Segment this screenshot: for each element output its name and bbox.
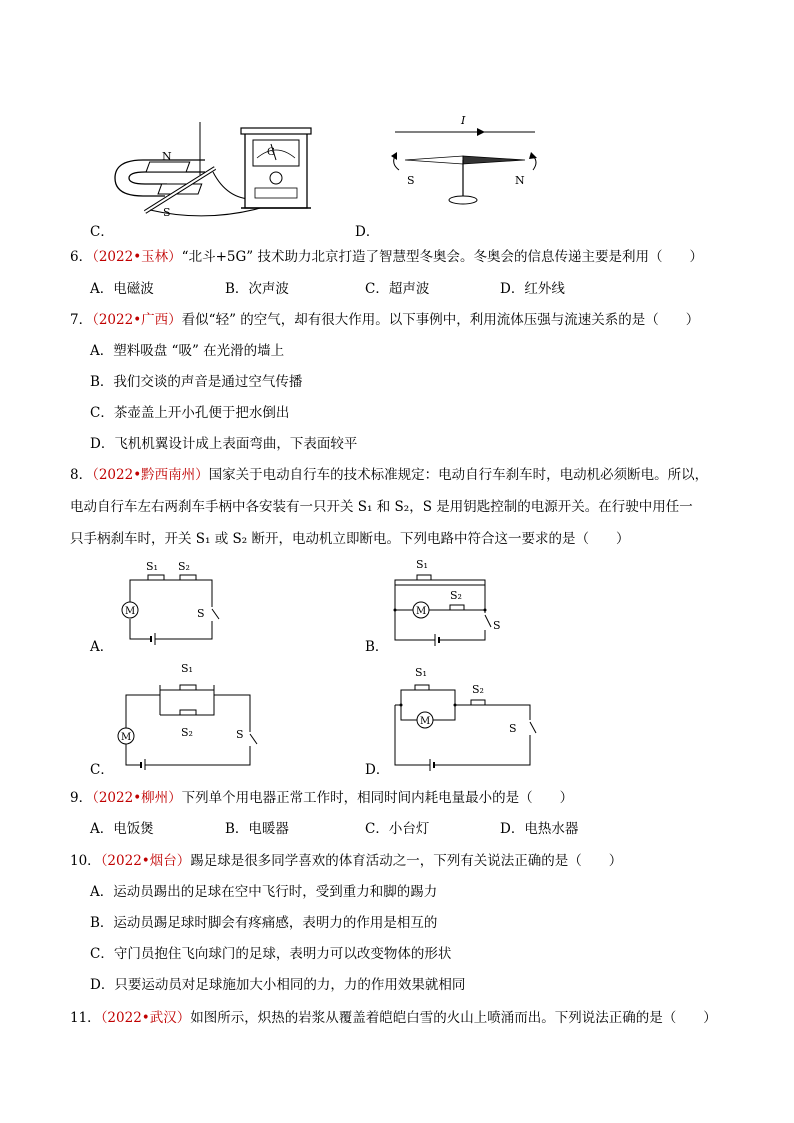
question-11 (70, 1008, 717, 1028)
question-number: 6． (70, 249, 93, 265)
question-6 (70, 247, 703, 267)
magnet-s-label: S (163, 206, 171, 219)
q10-option-c: C．守门员抱住飞向球门的足球，表明力可以改变物体的形状 (90, 946, 452, 962)
motor-label: M (121, 732, 132, 743)
question-text: 看似“轻” 的空气，却有很大作用。以下事例中，利用流体压强与流速关系的是（ ） (181, 312, 700, 328)
q7-option-b: B．我们交谈的声音是通过空气传播 (90, 374, 303, 390)
switch-s-label: S (509, 722, 517, 735)
q8-option-d: D． (365, 762, 390, 778)
switch-s2-label: S₂ (178, 560, 190, 573)
switch-s1-label: S₁ (146, 560, 158, 573)
question-text-line1: 国家关于电动自行车的技术标准规定：电动自行车刹车时，电动机必须断电。所以， (208, 467, 709, 483)
switch-s1-label: S₁ (416, 558, 428, 571)
question-8-line3: 只手柄刹车时，开关 S₁ 或 S₂ 断开，电动机立即断电。下列电路中符合这一要求的是（ ） (70, 531, 630, 547)
q7-option-d: D．飞机机翼设计成上表面弯曲，下表面较平 (90, 436, 358, 452)
question-number: 9． (70, 790, 93, 806)
circuit-d-diagram (385, 660, 545, 775)
motor-label: M (125, 606, 136, 617)
option-c-label-fig5: C． (90, 224, 114, 240)
q6-option-d: D．红外线 (500, 281, 565, 297)
q6-option-b: B．次声波 (225, 281, 289, 297)
q8-option-a: A． (90, 639, 114, 655)
q6-option-a: A．电磁波 (90, 281, 154, 297)
question-number: 11． (70, 1010, 101, 1026)
q6-option-c: C．超声波 (365, 281, 430, 297)
switch-s2-label: S₂ (450, 589, 462, 602)
question-source-tag: （2022•广西） (92, 312, 182, 328)
compass-n-label: N (515, 174, 525, 187)
question-number: 10． (70, 853, 101, 869)
switch-s1-label: S₁ (415, 666, 427, 679)
question-source-tag: （2022•黔西南州） (92, 467, 209, 483)
question-10 (70, 851, 622, 871)
question-source-tag: （2022•烟台） (100, 853, 191, 869)
circuit-b-diagram (385, 555, 515, 655)
question-8-line2: 电动自行车左右两刹车手柄中各安装有一只开关 S₁ 和 S₂，S 是用钥匙控制的电源开关。在行驶中用任一 (70, 499, 693, 515)
galvanometer-figure (105, 120, 315, 220)
question-source-tag: （2022•柳州） (92, 790, 182, 806)
question-text: “北斗+5G” 技术助力北京打造了智慧型冬奥会。冬奥会的信息传递主要是利用（ ） (181, 249, 703, 265)
magnet-n-label: N (162, 150, 172, 163)
question-8 (70, 465, 708, 485)
question-text: 如图所示，炽热的岩浆从覆盖着皑皑白雪的火山上喷涌而出。下列说法正确的是（ ） (190, 1010, 717, 1026)
switch-s-label: S (197, 607, 205, 620)
switch-s1-label: S₁ (181, 662, 193, 675)
question-9 (70, 788, 573, 808)
option-d-label-fig5: D． (355, 224, 380, 240)
question-text: 踢足球是很多同学喜欢的体育活动之一，下列有关说法正确的是（ ） (190, 853, 623, 869)
q8-option-c: C． (90, 762, 114, 778)
switch-s2-label: S₂ (472, 683, 484, 696)
motor-label: M (416, 606, 427, 617)
q10-option-a: A．运动员踢出的足球在空中飞行时，受到重力和脚的踢力 (90, 884, 438, 900)
compass-s-label: S (407, 174, 415, 187)
circuit-c-diagram (110, 660, 270, 770)
q9-option-d: D．电热水器 (500, 821, 579, 837)
question-text: 下列单个用电器正常工作时，相同时间内耗电量最小的是（ ） (181, 790, 574, 806)
question-source-tag: （2022•玉林） (92, 249, 182, 265)
current-i-label: I (461, 114, 466, 127)
switch-s2-label: S₂ (181, 726, 193, 739)
q10-option-b: B．运动员踢足球时脚会有疼痛感，表明力的作用是相互的 (90, 915, 438, 931)
q7-option-a: A．塑料吸盘 “吸” 在光滑的墙上 (90, 343, 285, 359)
q10-option-d: D．只要运动员对足球施加大小相同的力，力的作用效果就相同 (90, 977, 466, 993)
q9-option-b: B．电暖器 (225, 821, 289, 837)
q7-option-c: C．茶壶盖上开小孔便于把水倒出 (90, 405, 290, 421)
q8-option-b: B． (365, 639, 389, 655)
question-number: 7． (70, 312, 93, 328)
question-source-tag: （2022•武汉） (100, 1010, 191, 1026)
question-number: 8． (70, 467, 93, 483)
circuit-a-diagram (110, 555, 240, 650)
galvanometer-g-label: G (267, 147, 275, 158)
motor-label: M (420, 716, 431, 727)
compass-current-figure (385, 112, 545, 212)
question-7 (70, 310, 699, 330)
switch-s-label: S (493, 619, 501, 632)
switch-s-label: S (236, 728, 244, 741)
q9-option-a: A．电饭煲 (90, 821, 154, 837)
q9-option-c: C．小台灯 (365, 821, 430, 837)
